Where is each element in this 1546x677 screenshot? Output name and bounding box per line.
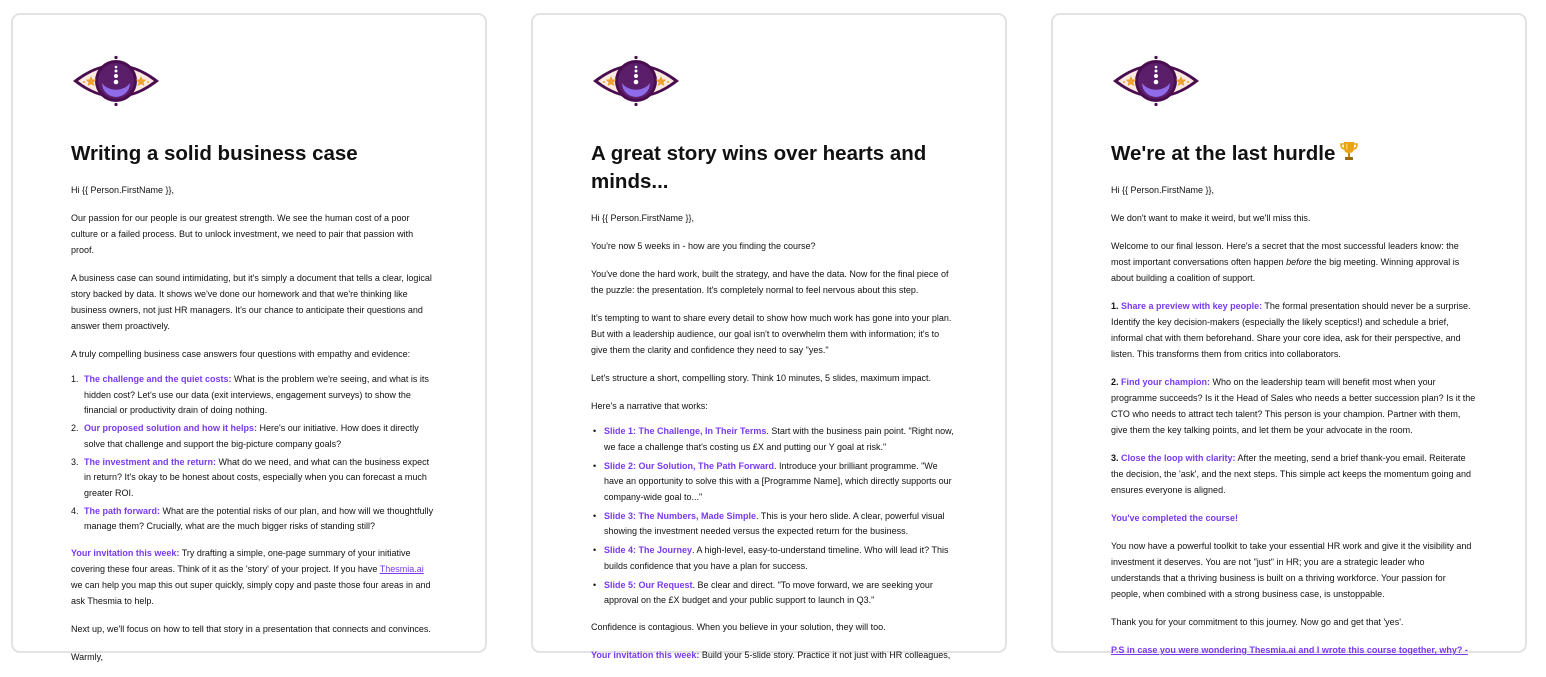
paragraph: Let's structure a short, compelling story. Think 10 minutes, 5 slides, maximum impact.	[591, 373, 932, 383]
questions-list	[71, 372, 436, 535]
greeting: Hi {{ Person.FirstName }},	[71, 185, 175, 195]
slides-list	[591, 424, 956, 609]
list-item: 2. Our proposed solution and how it helps: Here's our initiative. How does it directly solve that challenge and support the big-picture company goals?	[71, 423, 419, 449]
signoff: Warmly,	[71, 651, 103, 662]
item-label: The path forward:	[84, 505, 160, 516]
paragraph: We don't want to make it weird, but we'll miss this.	[1111, 213, 1311, 223]
email-title: We're at the last hurdle	[1111, 140, 1476, 168]
eye-logo-icon	[591, 55, 681, 107]
item-label: The challenge and the quiet costs:	[84, 374, 232, 384]
item-label: The investment and the return:	[84, 456, 217, 467]
email-card-story	[531, 13, 1007, 660]
item-label: Slide 1: The Challenge, In Their Terms	[604, 426, 767, 436]
paragraph: A truly compelling business case answers four questions with empathy and evidence:	[71, 349, 411, 359]
paragraph: Confidence is contagious. When you believe in your solution, they will too.	[591, 621, 886, 632]
list-item: • Slide 1: The Challenge, In Their Terms. Start with the business pain point. "Right now, we face a challenge that's costing us £X and putting our Y goal at risk."	[593, 426, 954, 452]
greeting: Hi {{ Person.FirstName }},	[1111, 185, 1215, 195]
email-card-business-case	[11, 13, 487, 662]
list-item: 4. The path forward: What are the potential risks of our plan, and how will we thoughtfully manage them? Crucially, what are the much bigger risks of standing still?	[71, 505, 434, 531]
invitation-paragraph: Your invitation this week: Build your 5-slide story. Practice it not just with HR colleagues,	[591, 649, 951, 660]
paragraph: You've done the hard work, built the strategy, and have the data. Now for the final piece of the puzzle: the presentation. It's completely normal to feel nervous about this step.	[591, 269, 949, 295]
invitation-paragraph: Your invitation this week: Try drafting a simple, one-page summary of your initiative covering these four areas. Think of it as the 'story' of your project. If you have Thesmia.ai we can help you map this out super quickly, simply copy and paste those four areas in and ask Thesmia to help.	[71, 547, 431, 606]
list-item: 1. The challenge and the quiet costs: What is the problem we're seeing, and what is its hidden cost? Let's use our data (exit interviews, engagement surveys) to show the financial or productivity drain of doing nothing.	[71, 374, 429, 415]
email-title: A great story wins over hearts and minds...	[591, 142, 927, 193]
paragraph: You're now 5 weeks in - how are you finding the course?	[591, 241, 816, 251]
trophy-icon	[1339, 140, 1359, 162]
list-item: • Slide 2: Our Solution, The Path Forward. Introduce your brilliant programme. "We have an opportunity to solve this with a [Programme Name], which directly supports our company-wide goal to..."	[593, 460, 952, 502]
eye-logo-icon	[71, 55, 161, 107]
item-label: Slide 3: The Numbers, Made Simple	[604, 510, 757, 521]
paragraph: Thank you for your commitment to this journey. Now go and get that 'yes'.	[1111, 617, 1404, 627]
email-card-last-hurdle	[1051, 13, 1527, 653]
list-item: 3. The investment and the return: What do we need, and what can the business expect in return? It's okay to be honest about costs, especially when you can forecast a much greater ROI.	[71, 456, 430, 498]
point-paragraph: 1. Share a preview with key people: The formal presentation should never be a surprise. Identify the key decision-makers (especially the likely sceptics!) and schedule a brief, informal chat with them beforehand. Share your core idea, ask for their perspective, and listen. This transforms them from critics into collaborators.	[1111, 301, 1471, 359]
item-label: Slide 2: Our Solution, The Path Forward	[604, 460, 775, 471]
postscript-link[interactable]: P.S in case you were wondering Thesmia.ai and I wrote this course together, why? -	[1111, 645, 1468, 655]
paragraph: Next up, we'll focus on how to tell that story in a presentation that connects and convinces.	[71, 623, 431, 634]
paragraph: You now have a powerful toolkit to take your essential HR work and give it the visibility and investment it deserves. You are not "just" in HR; you are a strategic leader who understands that a thriving business is built on a thriving workforce. Your passion for people, when combined with a strong business case, is unstoppable.	[1111, 541, 1472, 599]
thesmia-link[interactable]: Thesmia.ai	[379, 563, 424, 574]
paragraph: Here's a narrative that works:	[591, 401, 708, 411]
paragraph: It's tempting to want to share every detail to show how much work has gone into your plan. But with a leadership audience, our goal isn't to overwhelm them with information; it's to give them the clarity and confidence they need to say "yes."	[591, 313, 952, 355]
paragraph: A business case can sound intimidating, but it's simply a document that tells a clear, logical story backed by data. It shows we've done our homework and that we're thinking like business owners, not just HR managers. It's our chance to anticipate their questions and answer them proactively.	[71, 273, 432, 331]
item-label: Slide 4: The Journey	[604, 545, 693, 555]
list-item: • Slide 3: The Numbers, Made Simple. This is your hero slide. A clear, powerful visual showing the investment needed versus the expected return for the business.	[593, 510, 945, 536]
completion-heading: You've completed the course!	[1111, 513, 1239, 523]
point-paragraph: 2. Find your champion: Who on the leadership team will benefit most when your programme succeeds? Is it the Head of Sales who needs a better succession plan? Is it the CTO who needs to attract tech talent? This person is your champion. Partner with them, give them the key talking points, and let them be your advocate in the room.	[1111, 377, 1476, 435]
list-item: • Slide 5: Our Request. Be clear and direct. "To move forward, we are seeking your approval on the £X budget and your public support to launch in Q3."	[593, 579, 933, 605]
item-label: Slide 5: Our Request	[604, 579, 693, 590]
eye-logo-icon	[1111, 55, 1201, 107]
item-label: Our proposed solution and how it helps:	[84, 423, 257, 433]
paragraph: Welcome to our final lesson. Here's a secret that the most successful leaders know: the most important conversations often happen before the big meeting. Winning approval is about building a coalition of support.	[1111, 241, 1460, 283]
email-title: Writing a solid business case	[71, 142, 358, 165]
point-paragraph: 3. Close the loop with clarity: After the meeting, send a brief thank-you email. Reiterate the decision, the 'ask', and the next steps. This simple act keeps the momentum going and ensures everyone is aligned.	[1111, 453, 1471, 495]
list-item: • Slide 4: The Journey. A high-level, easy-to-understand timeline. Who will lead it? This builds confidence that you have a plan for success.	[593, 545, 949, 571]
greeting: Hi {{ Person.FirstName }},	[591, 213, 695, 223]
paragraph: Our passion for our people is our greatest strength. We see the human cost of a poor culture or a failed process. But to unlock investment, we need to pair that passion with proof.	[71, 213, 414, 255]
